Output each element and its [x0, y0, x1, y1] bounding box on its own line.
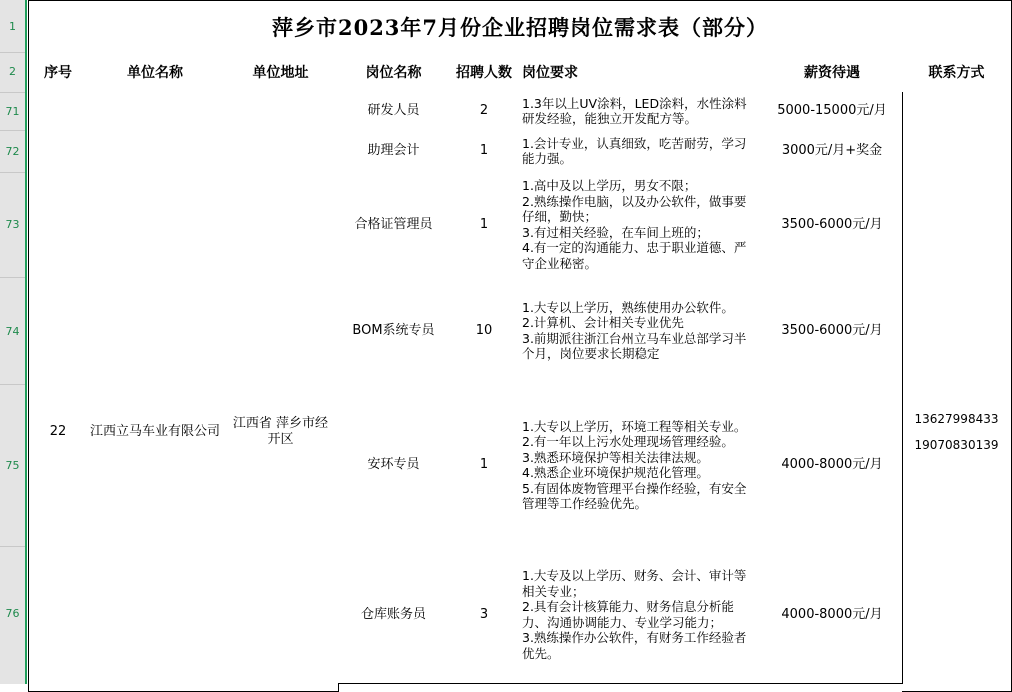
company-name-cell[interactable]: 江西立马车业有限公司 [87, 172, 224, 692]
requirement-line: 3.熟悉环境保护等相关法律法规。 [522, 449, 709, 465]
salary-cell[interactable]: 4000-8000元/月 [762, 384, 903, 547]
phone-number: 13627998433 [914, 411, 999, 426]
phone-number: 19070830139 [914, 437, 999, 452]
salary-cell[interactable]: 3000元/月+奖金 [762, 130, 903, 173]
row-number-72[interactable]: 72 [5, 145, 20, 158]
company-address-cell[interactable]: 江西省 萍乡市经开区 [223, 172, 339, 692]
requirements-cell[interactable] [519, 172, 763, 278]
requirement-line: 4.有一定的沟通能力、忠于职业道德、严守企业秘密。 [522, 240, 747, 271]
address-cell-empty[interactable] [223, 92, 339, 173]
row-number-71[interactable]: 71 [5, 105, 20, 118]
position-cell[interactable]: 研发人员 [338, 92, 450, 131]
header-salary[interactable]: 薪资待遇 [762, 52, 903, 93]
requirement-line: 1.大专以上学历，环境工程等相关专业。 [522, 418, 747, 434]
requirement-line: 3.前期派往浙江台州立马车业总部学习半个月，岗位要求长期稳定 [522, 330, 747, 361]
salary-cell[interactable]: 3500-6000元/月 [762, 277, 903, 385]
header-position[interactable]: 岗位名称 [338, 52, 450, 93]
header-contact[interactable]: 联系方式 [902, 52, 1012, 93]
requirements-cell[interactable] [519, 130, 763, 173]
row-number-1[interactable]: 1 [9, 20, 16, 33]
header-address[interactable]: 单位地址 [223, 52, 339, 93]
requirement-line: 4.熟悉企业环境保护规范化管理。 [522, 465, 709, 480]
requirement-line: 1.高中及以上学历，男女不限； [522, 178, 697, 193]
row-number-76[interactable]: 76 [5, 607, 20, 620]
header-count[interactable]: 招聘人数 [449, 52, 520, 93]
salary-cell[interactable]: 5000-15000元/月 [762, 92, 903, 131]
position-cell[interactable]: 安环专员 [338, 384, 450, 547]
requirements-cell[interactable] [519, 277, 763, 385]
count-cell[interactable]: 2 [449, 92, 520, 131]
seq-cell[interactable]: 22 [28, 172, 88, 692]
requirements-cell[interactable] [519, 384, 763, 547]
requirement-line: 2.熟练操作电脑，以及办公软件，做事要仔细，勤快； [522, 193, 747, 224]
count-cell[interactable]: 1 [449, 384, 520, 547]
requirement-line: 2.计算机、会计相关专业优先 [522, 315, 684, 330]
position-cell[interactable]: 仓库账务员 [338, 546, 450, 684]
salary-cell[interactable]: 3500-6000元/月 [762, 172, 903, 278]
contact-cell-empty[interactable] [902, 92, 1012, 173]
requirements-cell[interactable] [519, 546, 763, 684]
count-cell[interactable]: 1 [449, 130, 520, 173]
requirements-cell[interactable] [519, 92, 763, 131]
requirement-line: 3.熟练操作办公软件，有财务工作经验者优先。 [522, 630, 747, 661]
count-cell[interactable]: 3 [449, 546, 520, 684]
requirement-line: 1.3年以上UV涂料，LED涂料，水性涂料研发经验，能独立开发配方等。 [522, 95, 747, 126]
header-requirements[interactable]: 岗位要求 [519, 52, 763, 93]
requirement-line: 5.有固体废物管理平台操作经验，有安全管理等工作经验优先。 [522, 480, 747, 511]
company-cell-empty[interactable] [87, 92, 224, 173]
contact-cell[interactable] [902, 172, 1012, 692]
salary-cell[interactable]: 4000-8000元/月 [762, 546, 903, 684]
sheet-title[interactable]: 萍乡市2023年7月份企业招聘岗位需求表（部分） [28, 0, 1012, 53]
row-number-74[interactable]: 74 [5, 325, 20, 338]
count-cell[interactable]: 1 [449, 172, 520, 278]
header-company[interactable]: 单位名称 [87, 52, 224, 93]
row-number-75[interactable]: 75 [5, 459, 20, 472]
requirement-line: 2.具有会计核算能力、财务信息分析能力、沟通协调能力、专业学习能力； [522, 599, 734, 630]
position-cell[interactable]: BOM系统专员 [338, 277, 450, 385]
row-number-2[interactable]: 2 [9, 65, 16, 78]
requirement-line: 1.大专以上学历，熟练使用办公软件。 [522, 299, 734, 315]
header-seq[interactable]: 序号 [28, 52, 88, 93]
requirement-line: 3.有过相关经验，在车间上班的； [522, 224, 709, 240]
position-cell[interactable]: 助理会计 [338, 130, 450, 173]
requirement-line: 1.大专及以上学历、财务、会计、审计等相关专业； [522, 568, 747, 599]
count-cell[interactable]: 10 [449, 277, 520, 385]
seq-cell-empty[interactable] [28, 92, 88, 173]
row-number-73[interactable]: 73 [5, 218, 20, 231]
requirement-line: 2.有一年以上污水处理现场管理经验。 [522, 434, 734, 449]
position-cell[interactable]: 合格证管理员 [338, 172, 450, 278]
requirement-line: 1.会计专业，认真细致，吃苦耐劳，学习能力强。 [522, 135, 747, 166]
